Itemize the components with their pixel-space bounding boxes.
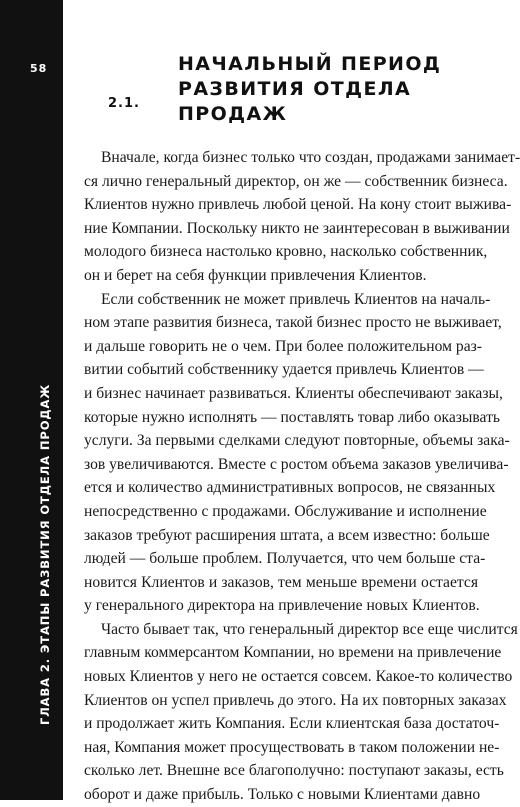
page-number: 58 xyxy=(30,62,48,75)
text-line: сколько лет. Внешне все благополучно: поступают заказы, есть xyxy=(84,762,504,780)
text-line: и дальше говорить не о чем. При более положительном раз- xyxy=(84,337,482,355)
body-text xyxy=(84,146,520,807)
text-line: у генерального директора на привлечение новых Клиентов. xyxy=(84,597,480,615)
section-title-line: ПРОДАЖ xyxy=(178,103,288,125)
text-line: ная, Компания может просуществовать в таком положении не- xyxy=(84,738,500,756)
section-title-line: НАЧАЛЬНЫЙ ПЕРИОД xyxy=(178,53,442,75)
chapter-running-title: ГЛАВА 2. ЭТАПЫ РАЗВИТИЯ ОТДЕЛА ПРОДАЖ xyxy=(38,383,52,725)
text-line: он и берет на себя функции привлечения Клиентов. xyxy=(84,266,427,284)
text-line: и продолжает жить Компания. Если клиентская база достаточ- xyxy=(84,715,500,733)
text-line: Часто бывает так, что генеральный директор все еще числится xyxy=(101,620,518,638)
text-line: Вначале, когда бизнес только что создан, продажами занимает- xyxy=(101,149,520,166)
text-line: Если собственник не может привлечь Клиентов на началь- xyxy=(101,290,491,308)
text-line: заказов требуют расширения штата, а всем известно: больше xyxy=(84,526,490,544)
text-line: ном этапе развития бизнеса, такой бизнес просто не выживает, xyxy=(84,314,502,332)
text-line: ся лично генеральный директор, он же — собственник бизнеса. xyxy=(84,172,508,190)
text-line: зов увеличиваются. Вместе с ростом объема заказов увеличива- xyxy=(84,455,509,473)
text-line: которые нужно исполнять — поставлять товар либо оказывать xyxy=(84,408,500,426)
text-line: и бизнес начинает развиваться. Клиенты обеспечивают заказы, xyxy=(84,384,503,402)
text-line: новится Клиентов и заказов, тем меньше времени остается xyxy=(84,573,478,591)
text-line: людей — больше проблем. Получается, что чем больше ста- xyxy=(84,550,486,568)
chapter-side-band xyxy=(0,0,63,800)
text-line: главным коммерсантом Компании, но времени на привлечение xyxy=(84,644,502,662)
section-number: 2.1. xyxy=(108,96,140,111)
text-line: услуги. За первыми сделками следуют повторные, объемы зака- xyxy=(84,432,510,450)
text-line: новых Клиентов у него не остается совсем. Какое-то количество xyxy=(84,668,513,686)
text-line: молодого бизнеса настолько кровно, насколько собственник, xyxy=(84,243,488,261)
text-line: Клиентов он успел привлечь до этого. На их повторных заказах xyxy=(84,691,507,709)
text-line: Клиентов нужно привлечь любой ценой. На кону стоит выжива- xyxy=(84,196,512,214)
text-line: ется и количество административных вопросов, не связанных xyxy=(84,479,496,497)
text-line: ние Компании. Поскольку никто не заинтересован в выживании xyxy=(84,219,510,237)
text-line: витии событий собственнику удается привлечь Клиентов — xyxy=(84,361,484,379)
section-title xyxy=(178,52,478,127)
text-line: непосредственно с продажами. Обслуживание и исполнение xyxy=(84,502,487,520)
section-title-line: РАЗВИТИЯ ОТДЕЛА xyxy=(178,78,412,100)
text-line: оборот и даже прибыль. Только с новыми Клиентами давно xyxy=(84,786,481,804)
